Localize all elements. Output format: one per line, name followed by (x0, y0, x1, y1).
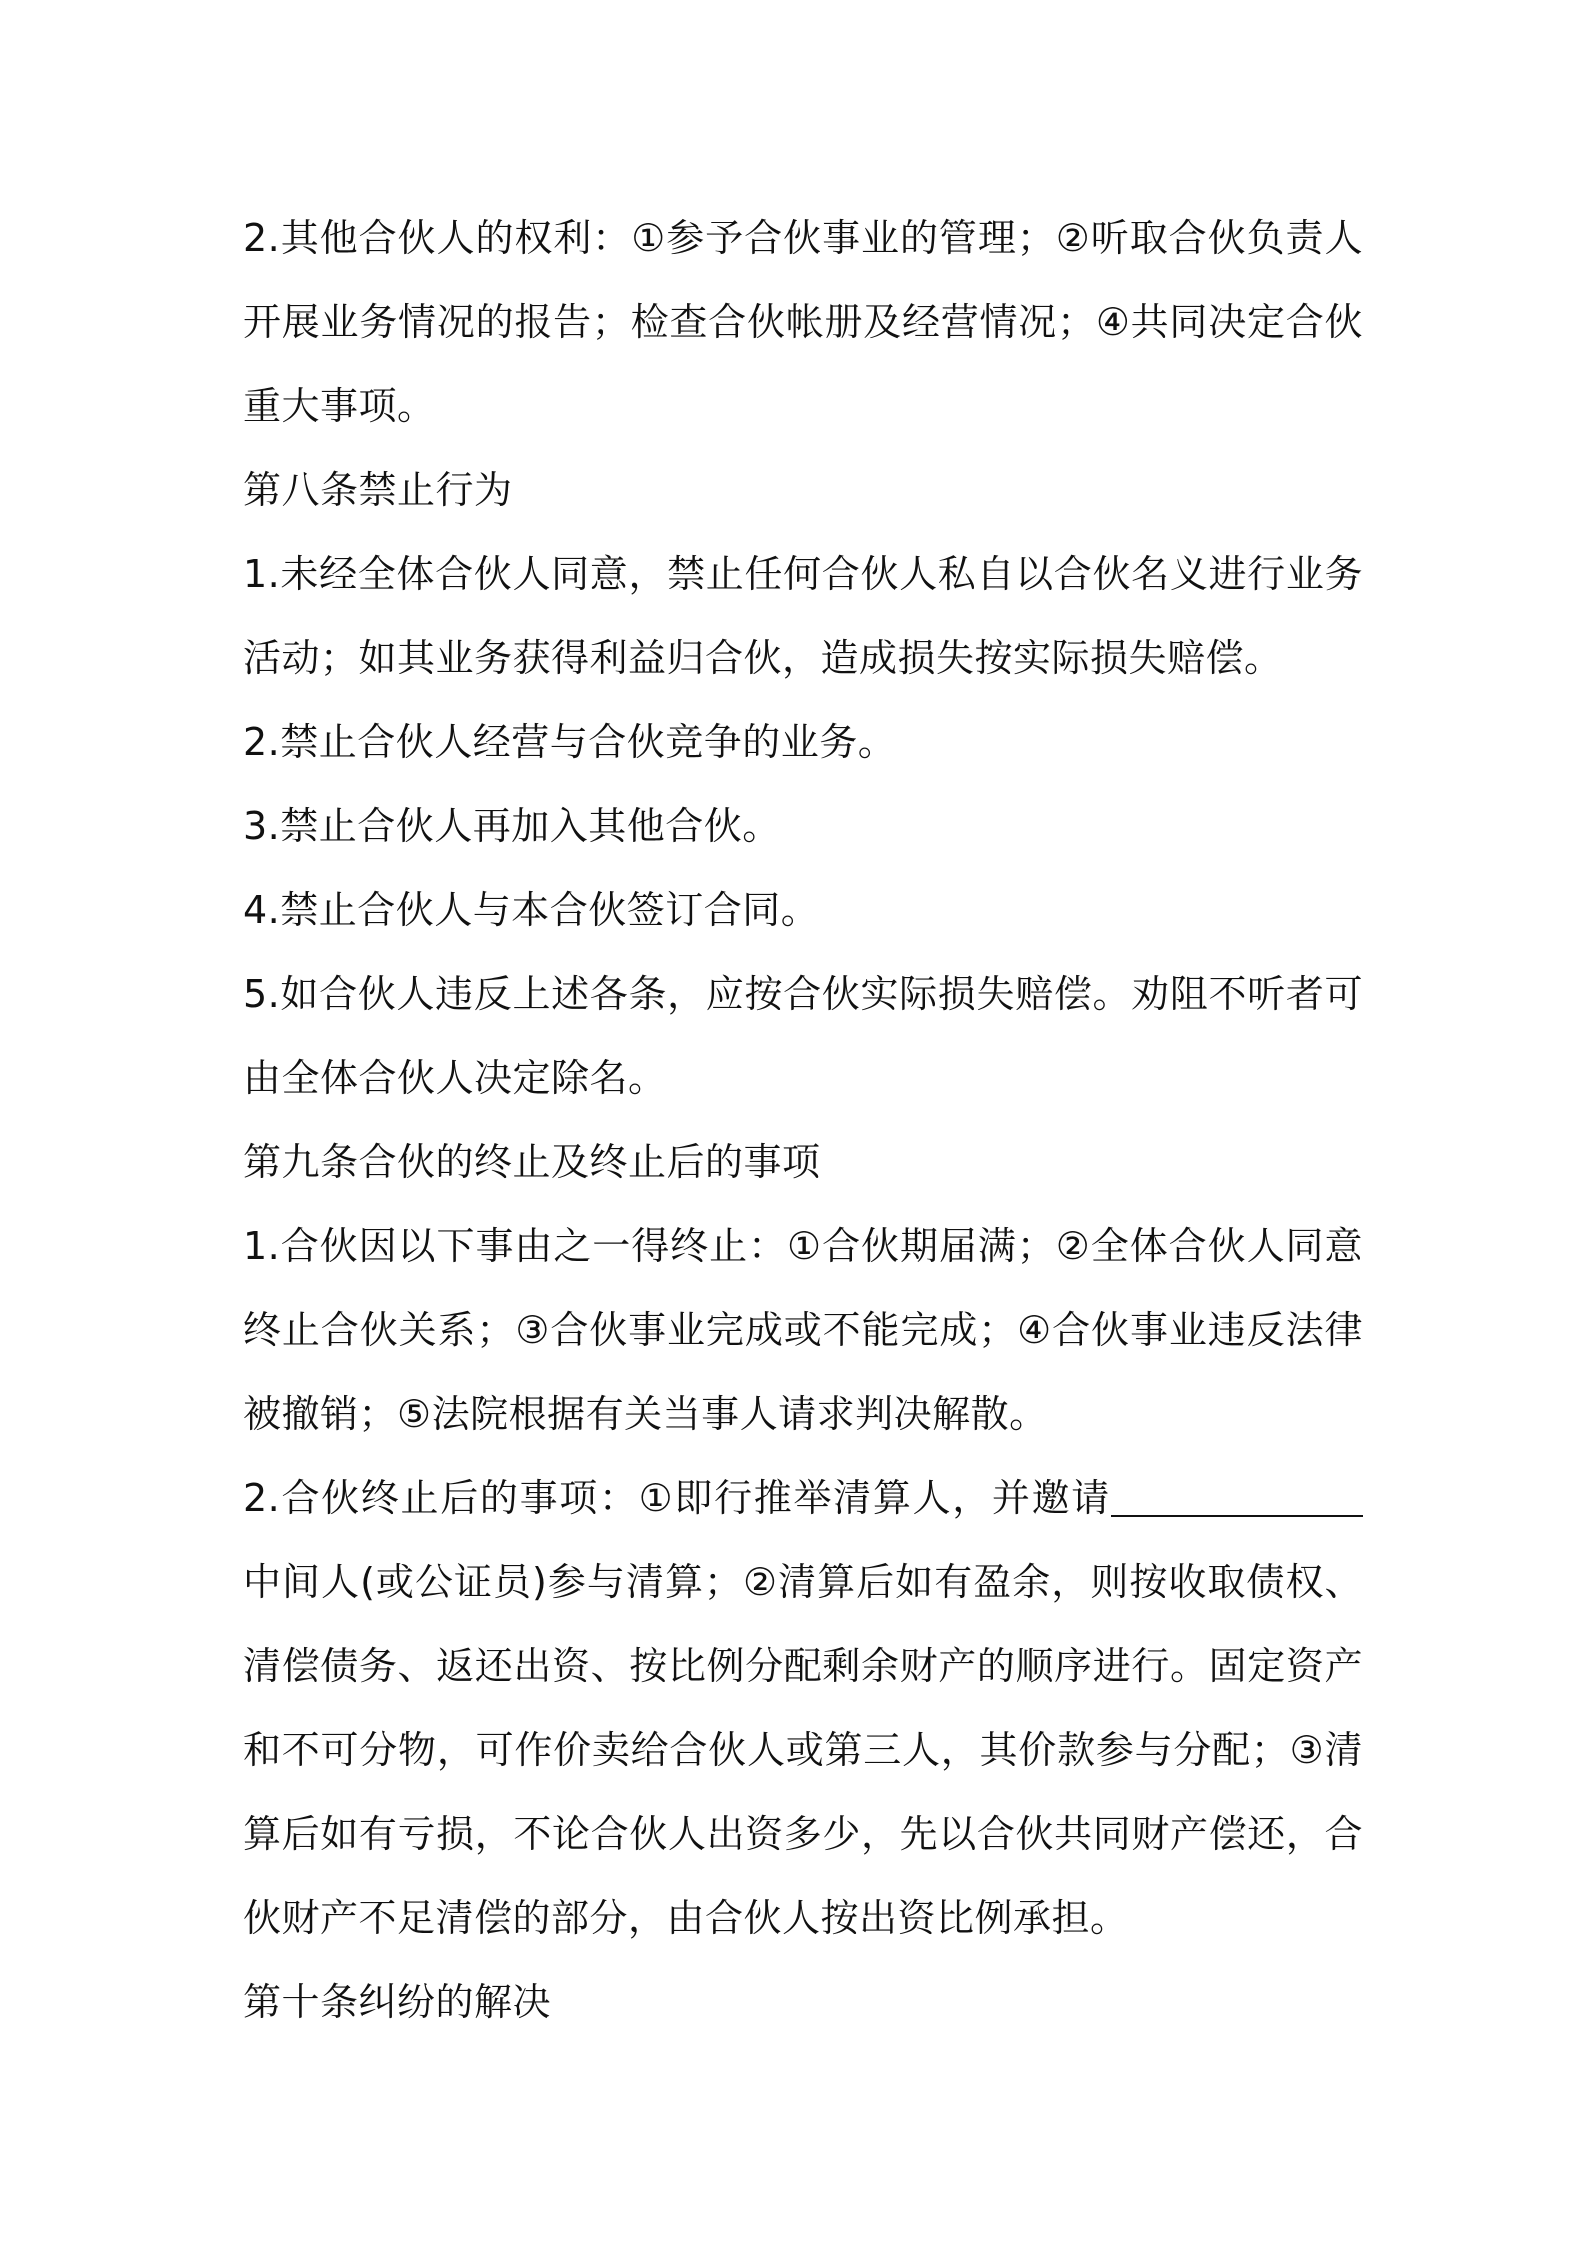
paragraph-9-2-start: 2.合伙终止后的事项：①即行推举清算人，并邀请 (243, 1476, 1111, 1520)
paragraph-8-5: 5.如合伙人违反上述各条，应按合伙实际损失赔偿。劝阻不听者可由全体合伙人决定除名。 (243, 972, 1363, 1100)
fill-in-blank-line (1111, 1515, 1363, 1517)
paragraph-8-3: 3.禁止合伙人再加入其他合伙。 (243, 804, 781, 848)
article-8-heading: 第八条禁止行为 (243, 468, 513, 512)
paragraph-9-2 (243, 1456, 1363, 1960)
paragraph-8-4: 4.禁止合伙人与本合伙签订合同。 (243, 888, 820, 932)
article-9-heading: 第九条合伙的终止及终止后的事项 (243, 1140, 821, 1184)
paragraph-9-1: 1.合伙因以下事由之一得终止：①合伙期届满；②全体合伙人同意终止合伙关系；③合伙事业完成或不能完成；④合伙事业违反法律被撤销；⑤法院根据有关当事人请求判决解散。 (243, 1224, 1363, 1436)
paragraph-9-2-rest: 中间人(或公证员)参与清算；②清算后如有盈余，则按收取债权、清偿债务、返还出资、按比例分配剩余财产的顺序进行。固定资产和不可分物，可作价卖给合伙人或第三人，其价款参与分配；③清算后如有亏损，不论合伙人出资多少，先以合伙共同财产偿还，合伙财产不足清偿的部分，由合伙人按出资比例承担。 (243, 1560, 1363, 1940)
paragraph-8-1: 1.未经全体合伙人同意，禁止任何合伙人私自以合伙名义进行业务活动；如其业务获得利益归合伙，造成损失按实际损失赔偿。 (243, 552, 1363, 680)
paragraph-partner-rights: 2.其他合伙人的权利：①参予合伙事业的管理；②听取合伙负责人开展业务情况的报告；检查合伙帐册及经营情况；④共同决定合伙重大事项。 (243, 216, 1363, 428)
paragraph-8-2: 2.禁止合伙人经营与合伙竞争的业务。 (243, 720, 897, 764)
document-body (243, 196, 1363, 2044)
article-10-heading: 第十条纠纷的解决 (243, 1980, 552, 2024)
